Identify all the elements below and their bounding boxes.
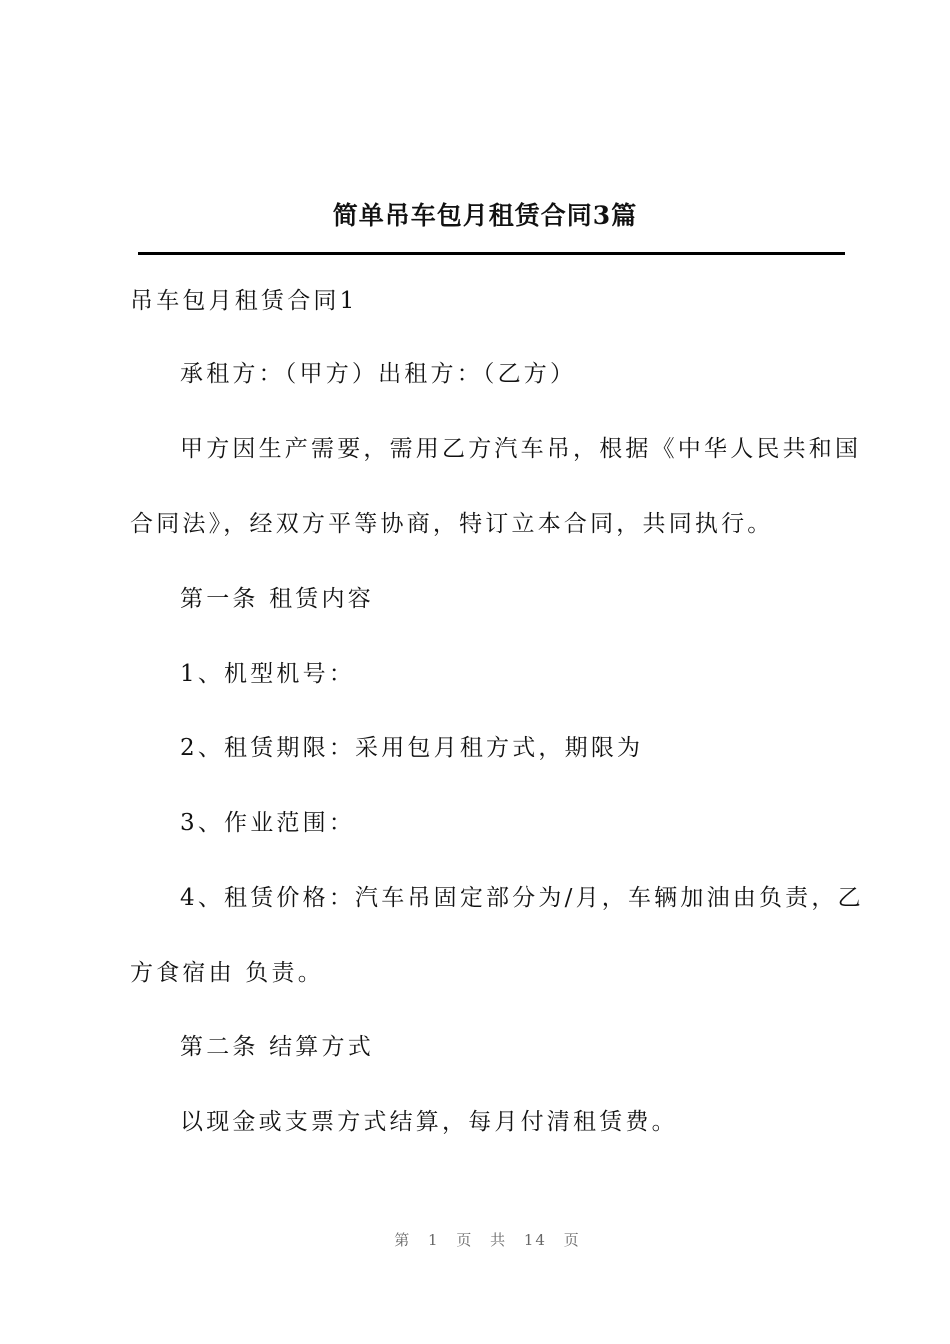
parties-line: 承租方：（甲方）出租方：（乙方） bbox=[180, 361, 577, 387]
clause-line: 2、租赁期限：采用包月租方式，期限为 bbox=[180, 735, 644, 761]
article-heading: 第一条 租赁内容 bbox=[180, 586, 374, 612]
clause-line: 方食宿由 负责。 bbox=[130, 960, 324, 986]
document-title: 简单吊车包月租赁合同3篇 bbox=[332, 201, 638, 230]
clause-line: 1、机型机号： bbox=[180, 661, 356, 687]
paragraph-line: 合同法》，经双方平等协商，特订立本合同，共同执行。 bbox=[130, 511, 774, 537]
title-underline bbox=[138, 252, 845, 255]
paragraph-line: 甲方因生产需要，需用乙方汽车吊，根据《中华人民共和国 bbox=[180, 436, 862, 462]
section-heading: 吊车包月租赁合同1 bbox=[130, 288, 358, 314]
page-footer: 第 1 页 共 14 页 bbox=[394, 1231, 581, 1249]
article-heading: 第二条 结算方式 bbox=[180, 1034, 374, 1060]
clause-line: 4、租赁价格：汽车吊固定部分为/月，车辆加油由负责，乙 bbox=[180, 885, 864, 911]
clause-line: 以现金或支票方式结算，每月付清租赁费。 bbox=[180, 1109, 678, 1135]
clause-line: 3、作业范围： bbox=[180, 810, 356, 836]
